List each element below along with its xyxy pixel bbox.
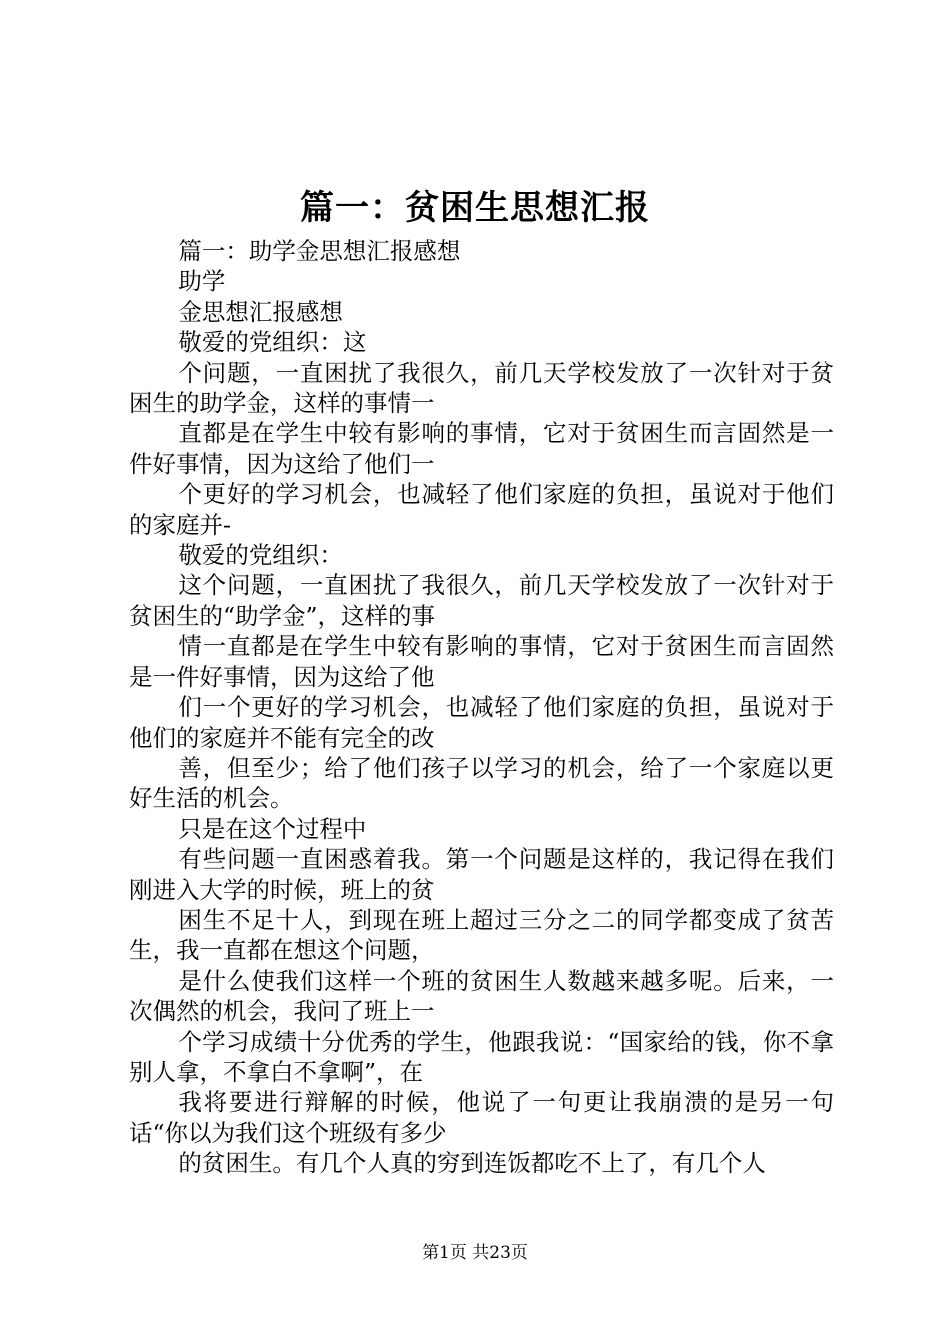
paragraph: 困生不足十人，到现在班上超过三分之二的同学都变成了贫苦生，我一直都在想这个问题，: [129, 905, 834, 965]
document-body: [129, 236, 834, 1179]
paragraph: 的贫困生。有几个人真的穷到连饭都吃不上了，有几个人: [178, 1149, 766, 1178]
paragraph: 只是在这个过程中: [178, 814, 367, 843]
paragraph: 们一个更好的学习机会，也减轻了他们家庭的负担，虽说对于他们的家庭并不能有完全的改: [129, 693, 834, 752]
document-title: 篇一：贫困生思想汇报: [300, 188, 650, 228]
paragraph: 个问题，一直困扰了我很久，前几天学校发放了一次针对于贫困生的助学金，这样的事情一: [129, 358, 834, 418]
paragraph: 敬爱的党组织：: [178, 541, 343, 570]
paragraph: 有些问题一直困惑着我。第一个问题是这样的，我记得在我们刚进入大学的时候，班上的贫: [129, 845, 834, 904]
paragraph: 善，但至少；给了他们孩子以学习的机会，给了一个家庭以更好生活的机会。: [129, 753, 834, 813]
paragraph: 敬爱的党组织：这: [178, 328, 367, 357]
paragraph: 篇一：助学金思想汇报感想: [178, 237, 461, 265]
paragraph: 金思想汇报感想: [178, 297, 343, 326]
paragraph: 助学: [178, 267, 226, 296]
paragraph: 情一直都是在学生中较有影响的事情，它对于贫困生而言固然是一件好事情，因为这给了他: [129, 632, 834, 691]
paragraph: 直都是在学生中较有影响的事情，它对于贫困生而言固然是一件好事情，因为这给了他们一: [129, 419, 834, 478]
paragraph: 个更好的学习机会，也减轻了他们家庭的负担，虽说对于他们的家庭并-: [129, 480, 834, 539]
paragraph: 是什么使我们这样一个班的贫困生人数越来越多呢。后来，一次偶然的机会，我问了班上一: [129, 966, 834, 1026]
paragraph: 这个问题，一直困扰了我很久，前几天学校发放了一次针对于贫困生的“助学金”，这样的事: [129, 571, 834, 630]
paragraph: 个学习成绩十分优秀的学生，他跟我说：“国家给的钱，你不拿别人拿，不拿白不拿啊”，在: [129, 1027, 834, 1086]
page-footer: 第1页 共23页: [422, 1243, 528, 1263]
paragraph: 我将要进行辩解的时候，他说了一句更让我崩溃的是另一句话“你以为我们这个班级有多少: [129, 1088, 834, 1147]
